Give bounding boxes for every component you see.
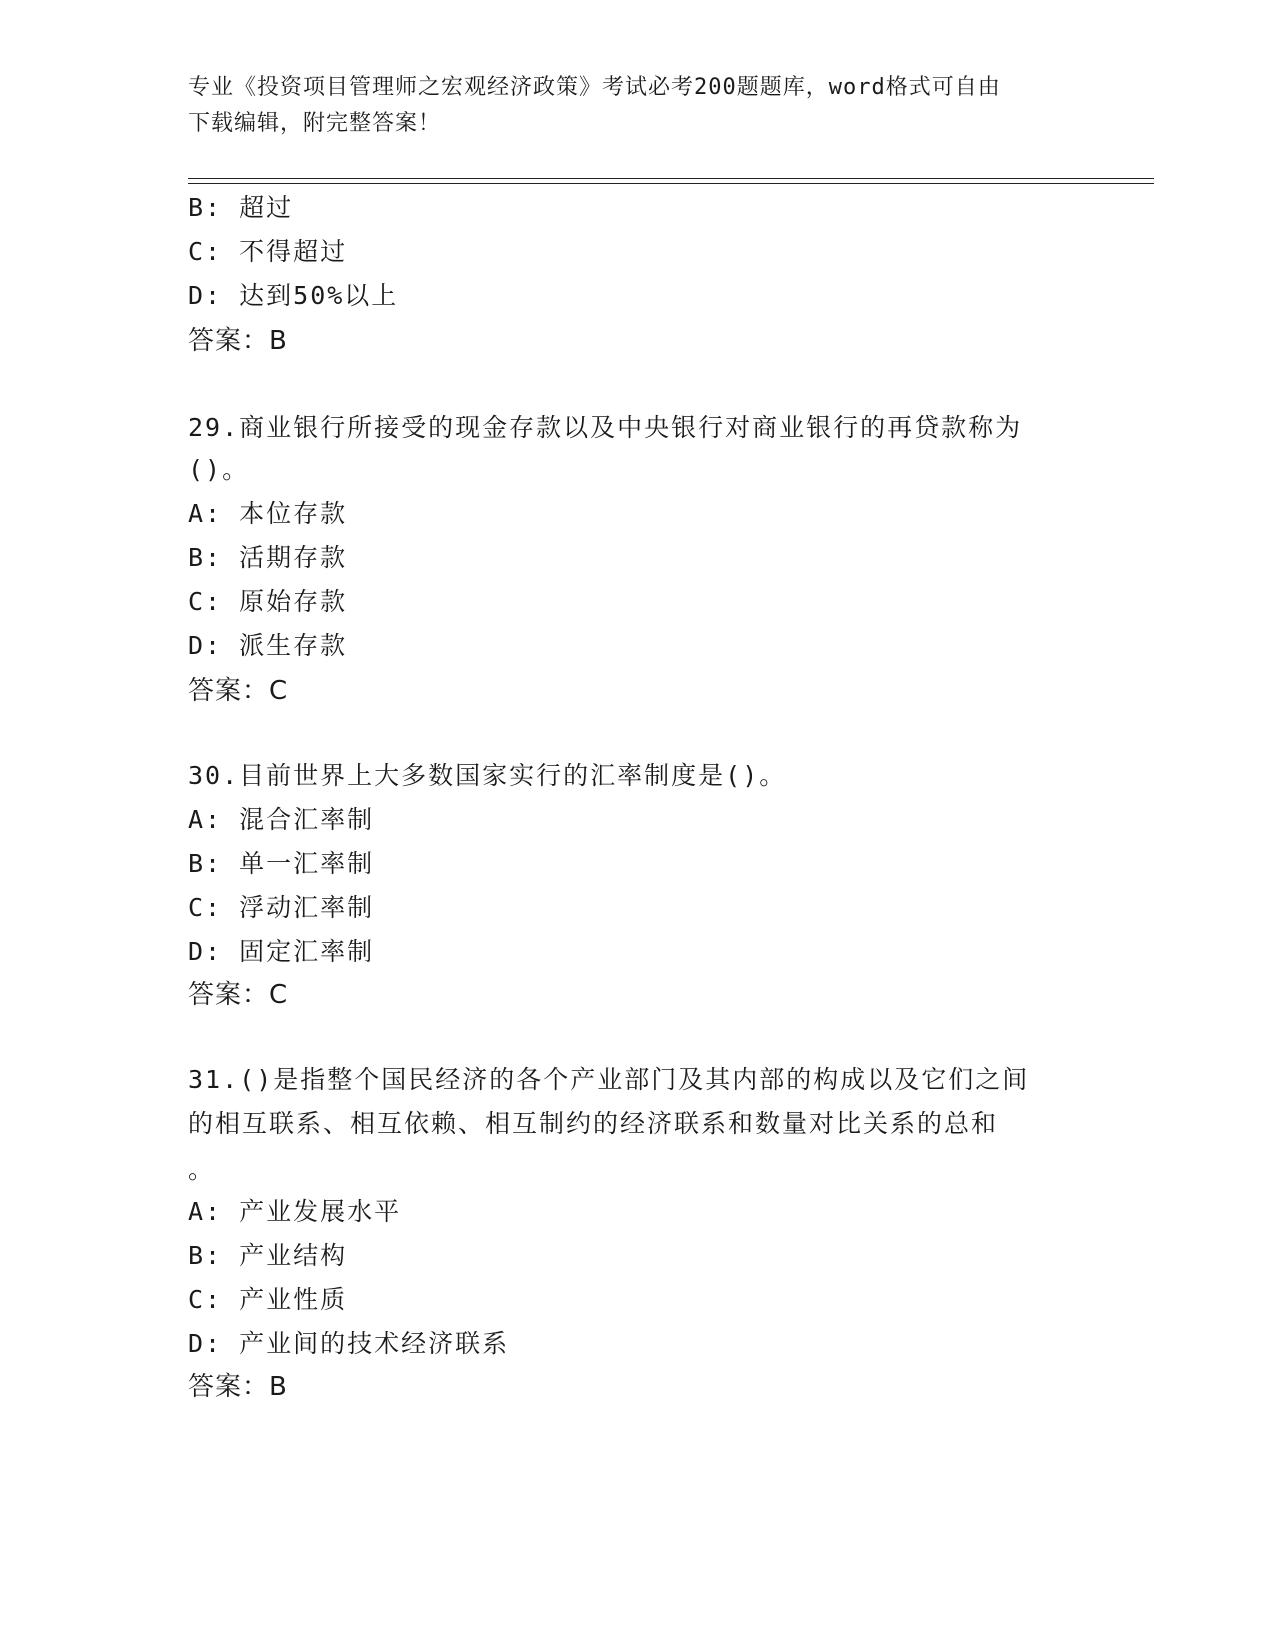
q29-stem-line-2: ()。 [188,455,250,484]
header-line-2: 下载编辑，附完整答案！ [188,111,442,136]
q28-option-b: B: 超过 [188,193,294,222]
header-line-1: 专业《投资项目管理师之宏观经济政策》考试必考200题题库，word格式可自由 [188,75,1001,100]
q28-option-c: C: 不得超过 [188,237,348,266]
q30-option-d: D: 固定汇率制 [188,937,375,966]
q30-option-a: A: 混合汇率制 [188,805,375,834]
q28-option-d: D: 达到50%以上 [188,281,399,310]
q30-stem-line-1: 30.目前世界上大多数国家实行的汇率制度是()。 [188,761,787,790]
q31-stem-line-1: 31.()是指整个国民经济的各个产业部门及其内部的构成以及它们之间 [188,1065,1030,1094]
q30-option-b: B: 单一汇率制 [188,849,375,878]
q31-option-c: C: 产业性质 [188,1285,348,1314]
q29-answer: 答案：C [188,676,289,706]
header-divider-bottom [188,183,1154,184]
q31-option-a: A: 产业发展水平 [188,1197,402,1226]
q31-stem-line-2: 的相互联系、相互依赖、相互制约的经济联系和数量对比关系的总和 [188,1109,999,1138]
q29-option-d: D: 派生存款 [188,631,348,660]
q29-option-b: B: 活期存款 [188,543,348,572]
q30-answer: 答案：C [188,980,289,1010]
q31-stem-line-3: 。 [188,1155,216,1184]
document-header [188,70,1068,142]
q30-option-c: C: 浮动汇率制 [188,893,375,922]
q29-stem-line-1: 29.商业银行所接受的现金存款以及中央银行对商业银行的再贷款称为 [188,413,1023,442]
q31-option-d: D: 产业间的技术经济联系 [188,1329,510,1358]
q29-option-c: C: 原始存款 [188,587,348,616]
q31-option-b: B: 产业结构 [188,1241,348,1270]
header-divider-top [188,178,1154,179]
q29-option-a: A: 本位存款 [188,499,348,528]
q28-answer: 答案：B [188,326,288,356]
q31-answer: 答案：B [188,1372,288,1402]
